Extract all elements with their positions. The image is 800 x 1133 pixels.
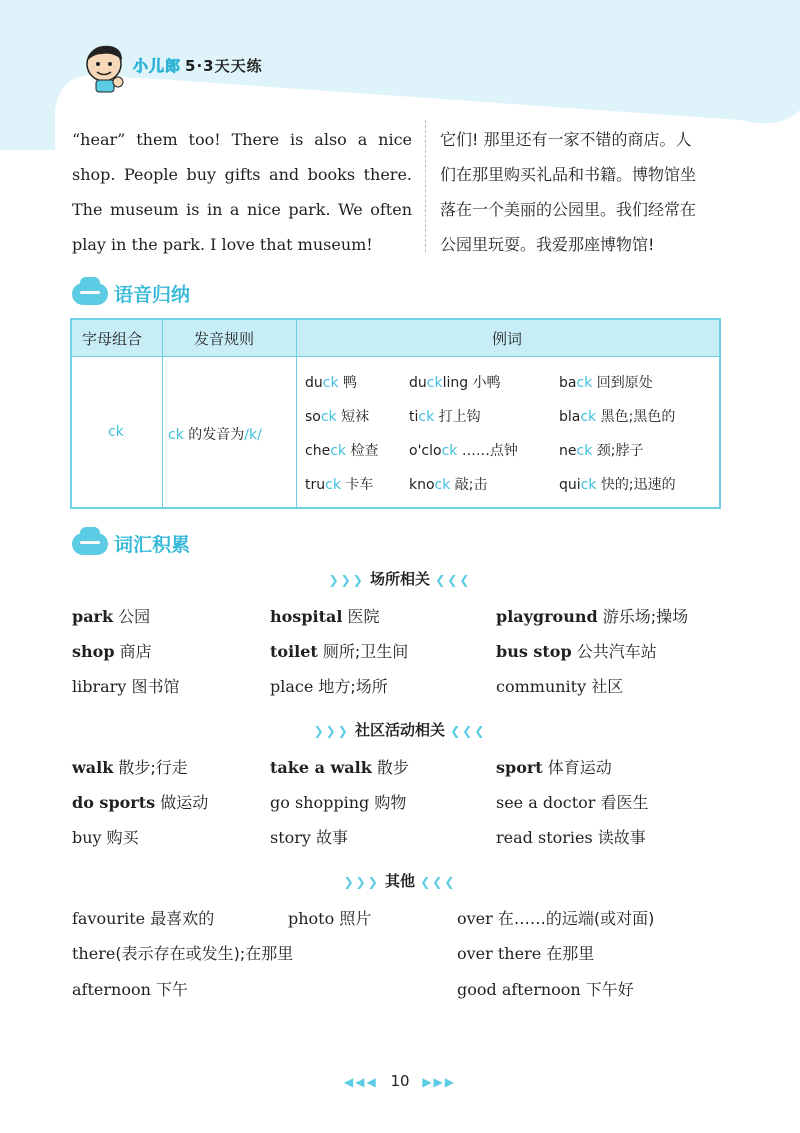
vocab-meaning: 看医生 — [595, 793, 649, 812]
vocab-meaning: 医院 — [342, 607, 380, 626]
rule-combo: ck — [168, 427, 184, 443]
vocab-meaning: 社区 — [586, 677, 624, 696]
chinese-line: 们在那里购买礼品和书籍。博物馆坐 — [440, 165, 697, 184]
example-word — [559, 406, 675, 426]
vocab-word: there — [72, 944, 116, 963]
vocab-word: do sports — [72, 793, 156, 812]
example-hl: ck — [330, 443, 346, 459]
section-badge-icon — [72, 533, 108, 555]
phonics-table — [70, 318, 721, 509]
vocab-meaning: 最喜欢的 — [145, 909, 215, 928]
vocab-meaning: 散步;行走 — [113, 758, 188, 777]
vocab-word: over — [457, 909, 493, 928]
vocab-meaning: 图书馆 — [126, 677, 180, 696]
reading-chinese — [440, 122, 730, 262]
example-word — [305, 406, 369, 426]
vocab-word: walk — [72, 758, 114, 777]
vocab-word: see a doctor — [496, 793, 596, 812]
vocab-meaning: 下午 — [150, 980, 188, 999]
page-number: 10 — [390, 1072, 410, 1090]
vocab-entry — [496, 639, 657, 662]
vocab-entry — [270, 790, 406, 813]
column-divider — [425, 120, 426, 252]
example-pre: tru — [305, 477, 326, 493]
page-footer — [0, 1072, 800, 1090]
vocab-entry — [72, 755, 188, 778]
example-post: 短袜 — [336, 409, 370, 425]
vocab-entry — [72, 825, 139, 848]
vocab-entry — [496, 604, 688, 627]
arrow-left-icon: ❮❮❮ — [435, 573, 472, 587]
example-pre: du — [409, 375, 427, 391]
subheading-others — [0, 870, 800, 891]
mascot-icon — [82, 42, 130, 94]
vocab-entry — [72, 941, 293, 964]
example-post: ling 小鸭 — [442, 375, 501, 391]
vocab-meaning: 在……的远端(或对面) — [492, 909, 655, 928]
arrow-left-icon: ◀◀◀ — [343, 1075, 378, 1089]
example-pre: du — [305, 375, 323, 391]
vocab-word: park — [72, 607, 114, 626]
english-line: The museum is in a nice park. We often — [72, 200, 412, 219]
example-hl: ck — [426, 375, 443, 391]
vocab-heading-text: 词汇积累 — [114, 534, 191, 556]
example-hl: ck — [580, 477, 597, 493]
example-post: 黑色;黑色的 — [596, 409, 676, 425]
example-pre: qui — [559, 477, 581, 493]
brand-subtitle: 5·3天天练 — [185, 57, 263, 75]
reading-english — [72, 122, 412, 262]
example-post: ……点钟 — [457, 443, 518, 459]
column-header-combo: 字母组合 — [82, 330, 143, 348]
vocab-word: community — [496, 677, 587, 696]
vocab-entry — [270, 604, 380, 627]
vocab-meaning: 在那里 — [541, 944, 595, 963]
arrow-right-icon: ❯❯❯ — [313, 724, 350, 738]
english-line: play in the park. I love that museum! — [72, 235, 373, 254]
example-pre: ba — [559, 375, 577, 391]
vocab-entry — [457, 977, 634, 1000]
vocab-meaning: 体育运动 — [542, 758, 612, 777]
example-pre: kno — [409, 477, 435, 493]
vocab-meaning: 散步 — [371, 758, 409, 777]
chinese-line: 公园里玩耍。我爱那座博物馆! — [440, 235, 655, 254]
example-post: 鸭 — [338, 375, 358, 391]
english-line: shop. People buy gifts and books there. — [72, 165, 412, 184]
vocab-meaning: 厕所;卫生间 — [317, 642, 409, 661]
vocab-entry — [496, 790, 649, 813]
example-hl: ck — [434, 477, 451, 493]
vocab-entry — [496, 825, 646, 848]
example-word — [409, 440, 518, 460]
example-post: 敲;击 — [450, 477, 488, 493]
vocab-entry — [457, 941, 594, 964]
example-pre: o'clo — [409, 443, 442, 459]
example-word — [409, 406, 481, 426]
vocab-word: story — [270, 828, 311, 847]
vocab-word: good afternoon — [457, 980, 581, 999]
pronunciation-rule — [168, 424, 262, 444]
example-pre: ne — [559, 443, 577, 459]
arrow-right-icon: ❯❯❯ — [343, 875, 380, 889]
vocab-entry — [270, 755, 409, 778]
chinese-line: 落在一个美丽的公园里。我们经常在 — [440, 200, 697, 219]
vocab-entry — [72, 604, 150, 627]
english-line: “hear” them too! There is also a nice — [72, 130, 412, 149]
vocab-entry — [270, 674, 388, 697]
example-pre: ti — [409, 409, 419, 425]
vocab-meaning: 公共汽车站 — [571, 642, 657, 661]
phonics-heading — [72, 280, 190, 307]
vocab-meaning: 做运动 — [155, 793, 209, 812]
vocab-meaning: 故事 — [310, 828, 349, 847]
vocab-word: library — [72, 677, 127, 696]
column-header-rule: 发音规则 — [194, 330, 255, 348]
vocab-word: toilet — [270, 642, 318, 661]
arrow-left-icon: ❮❮❮ — [450, 724, 487, 738]
vocab-entry — [72, 790, 208, 813]
table-divider — [162, 320, 163, 507]
example-word — [559, 372, 653, 392]
table-header-row — [72, 320, 719, 357]
vocab-meaning: 购物 — [369, 793, 407, 812]
vocab-meaning: 购买 — [101, 828, 139, 847]
example-post: 卡车 — [340, 477, 374, 493]
arrow-left-icon: ❮❮❮ — [420, 875, 457, 889]
example-word — [559, 474, 676, 494]
example-pre: so — [305, 409, 321, 425]
arrow-right-icon: ❯❯❯ — [328, 573, 365, 587]
example-word — [559, 440, 643, 460]
vocab-meaning: (表示存在或发生);在那里 — [115, 944, 294, 963]
vocab-meaning: 公园 — [113, 607, 151, 626]
example-hl: ck — [580, 409, 597, 425]
vocab-word: playground — [496, 607, 598, 626]
example-post: 快的;迅速的 — [596, 477, 676, 493]
vocab-entry — [72, 977, 188, 1000]
vocab-entry — [457, 906, 654, 929]
vocab-meaning: 下午好 — [580, 980, 634, 999]
vocab-word: over there — [457, 944, 542, 963]
vocab-entry — [72, 674, 179, 697]
vocab-meaning: 商店 — [114, 642, 152, 661]
vocab-meaning: 读故事 — [592, 828, 646, 847]
vocab-entry — [72, 639, 152, 662]
vocab-word: afternoon — [72, 980, 151, 999]
example-pre: bla — [559, 409, 581, 425]
rule-text: 的发音为 — [183, 427, 245, 443]
vocab-word: take a walk — [270, 758, 372, 777]
vocab-word: bus stop — [496, 642, 572, 661]
vocab-entry — [288, 906, 371, 929]
section-badge-icon — [72, 283, 108, 305]
example-word — [409, 372, 501, 392]
example-word — [305, 440, 378, 460]
vocab-word: photo — [288, 909, 335, 928]
example-word — [409, 474, 488, 494]
vocab-meaning: 照片 — [334, 909, 372, 928]
vocab-entry — [270, 639, 408, 662]
phonics-heading-text: 语音归纳 — [114, 284, 191, 306]
arrow-right-icon: ▶▶▶ — [422, 1075, 457, 1089]
subheading-community — [0, 719, 800, 740]
example-hl: ck — [325, 477, 341, 493]
vocab-heading — [72, 530, 190, 557]
vocab-meaning: 地方;场所 — [313, 677, 388, 696]
example-hl: ck — [576, 443, 593, 459]
vocab-word: go shopping — [270, 793, 370, 812]
rule-phonetic: /k/ — [244, 427, 262, 443]
brand-title-text: 小儿郎 — [133, 57, 182, 75]
vocab-entry — [496, 755, 612, 778]
example-pre: che — [305, 443, 331, 459]
vocab-meaning: 游乐场;操场 — [597, 607, 689, 626]
example-hl: ck — [418, 409, 435, 425]
example-hl: ck — [441, 443, 458, 459]
vocab-word: hospital — [270, 607, 343, 626]
vocab-word: buy — [72, 828, 102, 847]
example-hl: ck — [576, 375, 593, 391]
letter-combo: ck — [108, 424, 124, 440]
example-post: 检查 — [346, 443, 379, 459]
vocab-word: read stories — [496, 828, 593, 847]
example-post: 颈;脖子 — [592, 443, 644, 459]
example-post: 回到原处 — [592, 375, 653, 391]
example-word — [305, 372, 357, 392]
subheading-text: 其他 — [384, 872, 415, 890]
subheading-places — [0, 568, 800, 589]
chinese-line: 它们! 那里还有一家不错的商店。人 — [440, 130, 692, 149]
vocab-word: shop — [72, 642, 115, 661]
table-divider — [296, 320, 297, 507]
vocab-word: sport — [496, 758, 543, 777]
vocab-entry — [270, 825, 348, 848]
example-post: 打上钩 — [434, 409, 481, 425]
example-hl: ck — [320, 409, 337, 425]
example-word — [305, 474, 373, 494]
vocab-entry — [72, 906, 214, 929]
subheading-text: 社区活动相关 — [354, 721, 445, 739]
example-hl: ck — [322, 375, 339, 391]
vocab-word: favourite — [72, 909, 146, 928]
vocab-word: place — [270, 677, 314, 696]
vocab-entry — [496, 674, 623, 697]
brand-title — [133, 55, 263, 76]
subheading-text: 场所相关 — [369, 570, 430, 588]
column-header-examples: 例词 — [492, 330, 523, 348]
